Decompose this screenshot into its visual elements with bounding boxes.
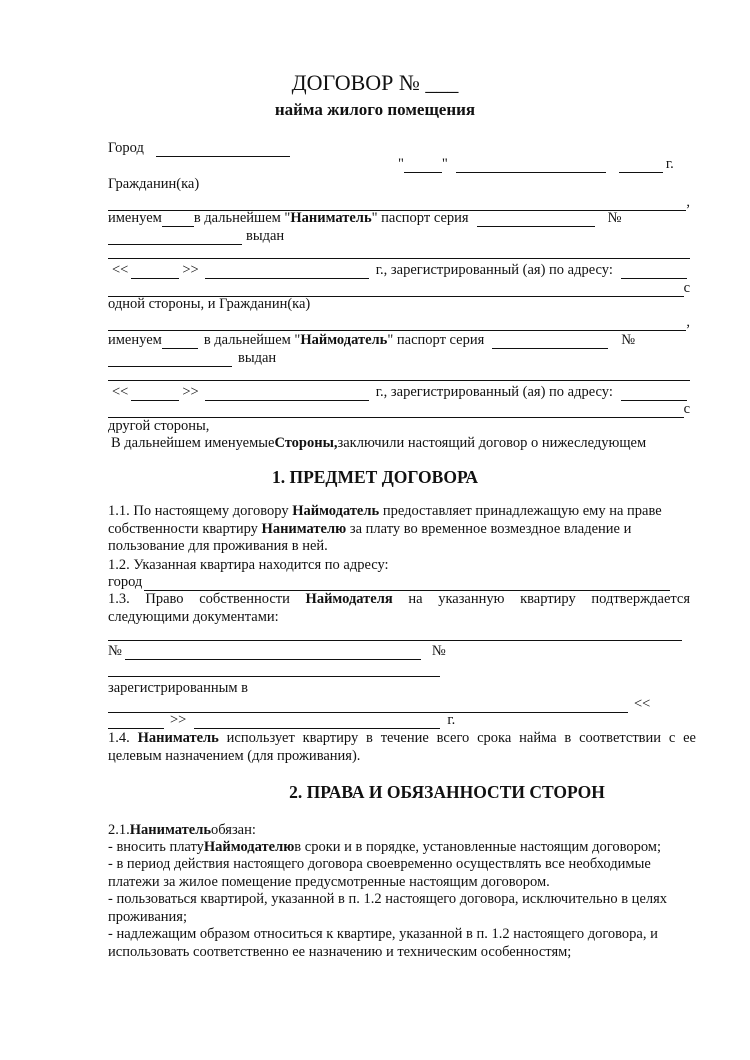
- citizen2-issue-month-field[interactable]: [205, 388, 369, 401]
- date-month-field[interactable]: [456, 160, 606, 173]
- city-label: Город: [108, 140, 144, 156]
- other-side-row: [108, 418, 690, 435]
- tenant-term: Наниматель: [290, 210, 372, 226]
- section1-title: 1. ПРЕДМЕТ ДОГОВОРА: [271, 467, 479, 487]
- citizen2-issued-by-field[interactable]: [108, 380, 690, 381]
- citizen1-issue-month-field[interactable]: [205, 266, 369, 279]
- ownership-doc-number-row: № №: [108, 643, 446, 659]
- date-year-field[interactable]: [619, 160, 663, 173]
- registry-date-row: >> г.: [108, 712, 690, 729]
- parties-term: Стороны,: [274, 435, 338, 451]
- citizen1-label-row: [108, 176, 690, 193]
- citizen1-issue-day-field[interactable]: [131, 266, 179, 279]
- parties-row: В дальнейшем именуемые Стороны, заключили настоящий договор о нижеследующем: [111, 435, 647, 451]
- citizen2-issue-day-field[interactable]: [131, 388, 179, 401]
- citizen2-gender-ending-field[interactable]: [162, 336, 198, 349]
- citizen1-label: Гражданин(ка): [108, 176, 200, 192]
- citizen2-name-field[interactable]: [108, 318, 686, 331]
- citizen1-issued-row: выдан: [108, 228, 690, 245]
- citizen2-name-row: ,: [108, 314, 690, 331]
- citizen1-address-cont-row: с: [108, 280, 690, 297]
- citizen2-address-field[interactable]: [621, 388, 687, 401]
- tenant-duty-3: - пользоваться квартирой, указанной в п. 1.2 настоящего договора, исключительно в целях проживания;: [108, 891, 668, 925]
- citizen1-issued-by-field[interactable]: [108, 258, 690, 259]
- citizen1-name-row: ,: [108, 194, 690, 211]
- ownership-doc-number-field[interactable]: [125, 647, 421, 660]
- registry-day-field[interactable]: [108, 716, 164, 729]
- citizen2-address-cont-row: с: [108, 401, 690, 418]
- citizen1-passport-row: именуем в дальнейшем " Наниматель " паспорт серия №: [108, 210, 622, 226]
- one-side-row: [108, 296, 690, 313]
- one-side-text: одной стороны, и Гражданин(ка): [108, 296, 311, 312]
- clause-2-1: 2.1. Наниматель обязан:: [108, 822, 256, 838]
- citizen2-passport-series-field[interactable]: [492, 336, 608, 349]
- contract-subtitle: найма жилого помещения: [274, 100, 476, 119]
- contract-number-blank[interactable]: ___: [425, 70, 459, 95]
- registry-month-field[interactable]: [194, 716, 440, 729]
- registered-in-row: зарегистрированным в: [108, 680, 249, 696]
- section2-title: 2. ПРАВА И ОБЯЗАННОСТИ СТОРОН: [289, 782, 605, 802]
- city-field[interactable]: [156, 144, 290, 157]
- clause-1-3: 1.3. Право собственности Наймодателя на указанную квартиру подтверждается следующими документами:: [108, 591, 690, 625]
- date-row: " " г.: [398, 156, 674, 172]
- citizen1-passport-number-field[interactable]: [108, 232, 242, 245]
- tenant-duty-2: - в период действия настоящего договора своевременно осуществлять все необходимые платежи за жилое помещение предусмотренные настоящим договором.: [108, 856, 651, 890]
- contract-title: [0, 70, 750, 96]
- tenant-duty-4: - надлежащим образом относиться к квартире, указанной в п. 1.2 настоящего договора, и использовать соответственно ее назначению и техническим особенностям;: [108, 926, 658, 960]
- clause-1-4: 1.4. Наниматель использует квартиру в течение всего срока найма в соответствии с ее целевым назначением (для проживания).: [108, 730, 696, 764]
- tenant-duty-1: - вносить плату Наймодателю в сроки и в порядке, установленные настоящим договором;: [108, 839, 661, 855]
- citizen2-passport-row: именуем в дальнейшем " Наймодатель " паспорт серия №: [108, 332, 636, 348]
- clause-1-1: 1.1. По настоящему договору Наймодатель предоставляет принадлежащую ему на праве собственности квартиру Нанимателю за плату во временное возмездное владение и пользование для проживания в ней.: [108, 503, 662, 554]
- landlord-term: Наймодатель: [300, 332, 388, 348]
- title-text: ДОГОВОР №: [291, 70, 426, 95]
- citizen2-address-cont-field[interactable]: [108, 405, 684, 418]
- citizen1-address-row: << >> г., зарегистрированный (ая) по адресу:: [108, 262, 690, 279]
- registry-row: <<: [108, 696, 690, 713]
- citizen2-passport-number-field[interactable]: [108, 354, 232, 367]
- address-city-row: город: [108, 574, 673, 591]
- other-side-text: другой стороны,: [108, 418, 210, 434]
- citizen1-passport-series-field[interactable]: [477, 214, 595, 227]
- ownership-doc-date-field[interactable]: [108, 676, 440, 677]
- date-day-field[interactable]: [404, 160, 442, 173]
- clause-1-2: 1.2. Указанная квартира находится по адресу:: [108, 557, 389, 573]
- apartment-address-field[interactable]: [144, 578, 670, 591]
- citizen2-issued-row: выдан: [108, 350, 690, 367]
- citizen1-address-field[interactable]: [621, 266, 687, 279]
- citizen1-gender-ending-field[interactable]: [162, 214, 194, 227]
- citizen2-address-row: << >> г., зарегистрированный (ая) по адресу:: [108, 384, 690, 401]
- city-row: [108, 140, 308, 157]
- ownership-documents-field[interactable]: [108, 640, 682, 641]
